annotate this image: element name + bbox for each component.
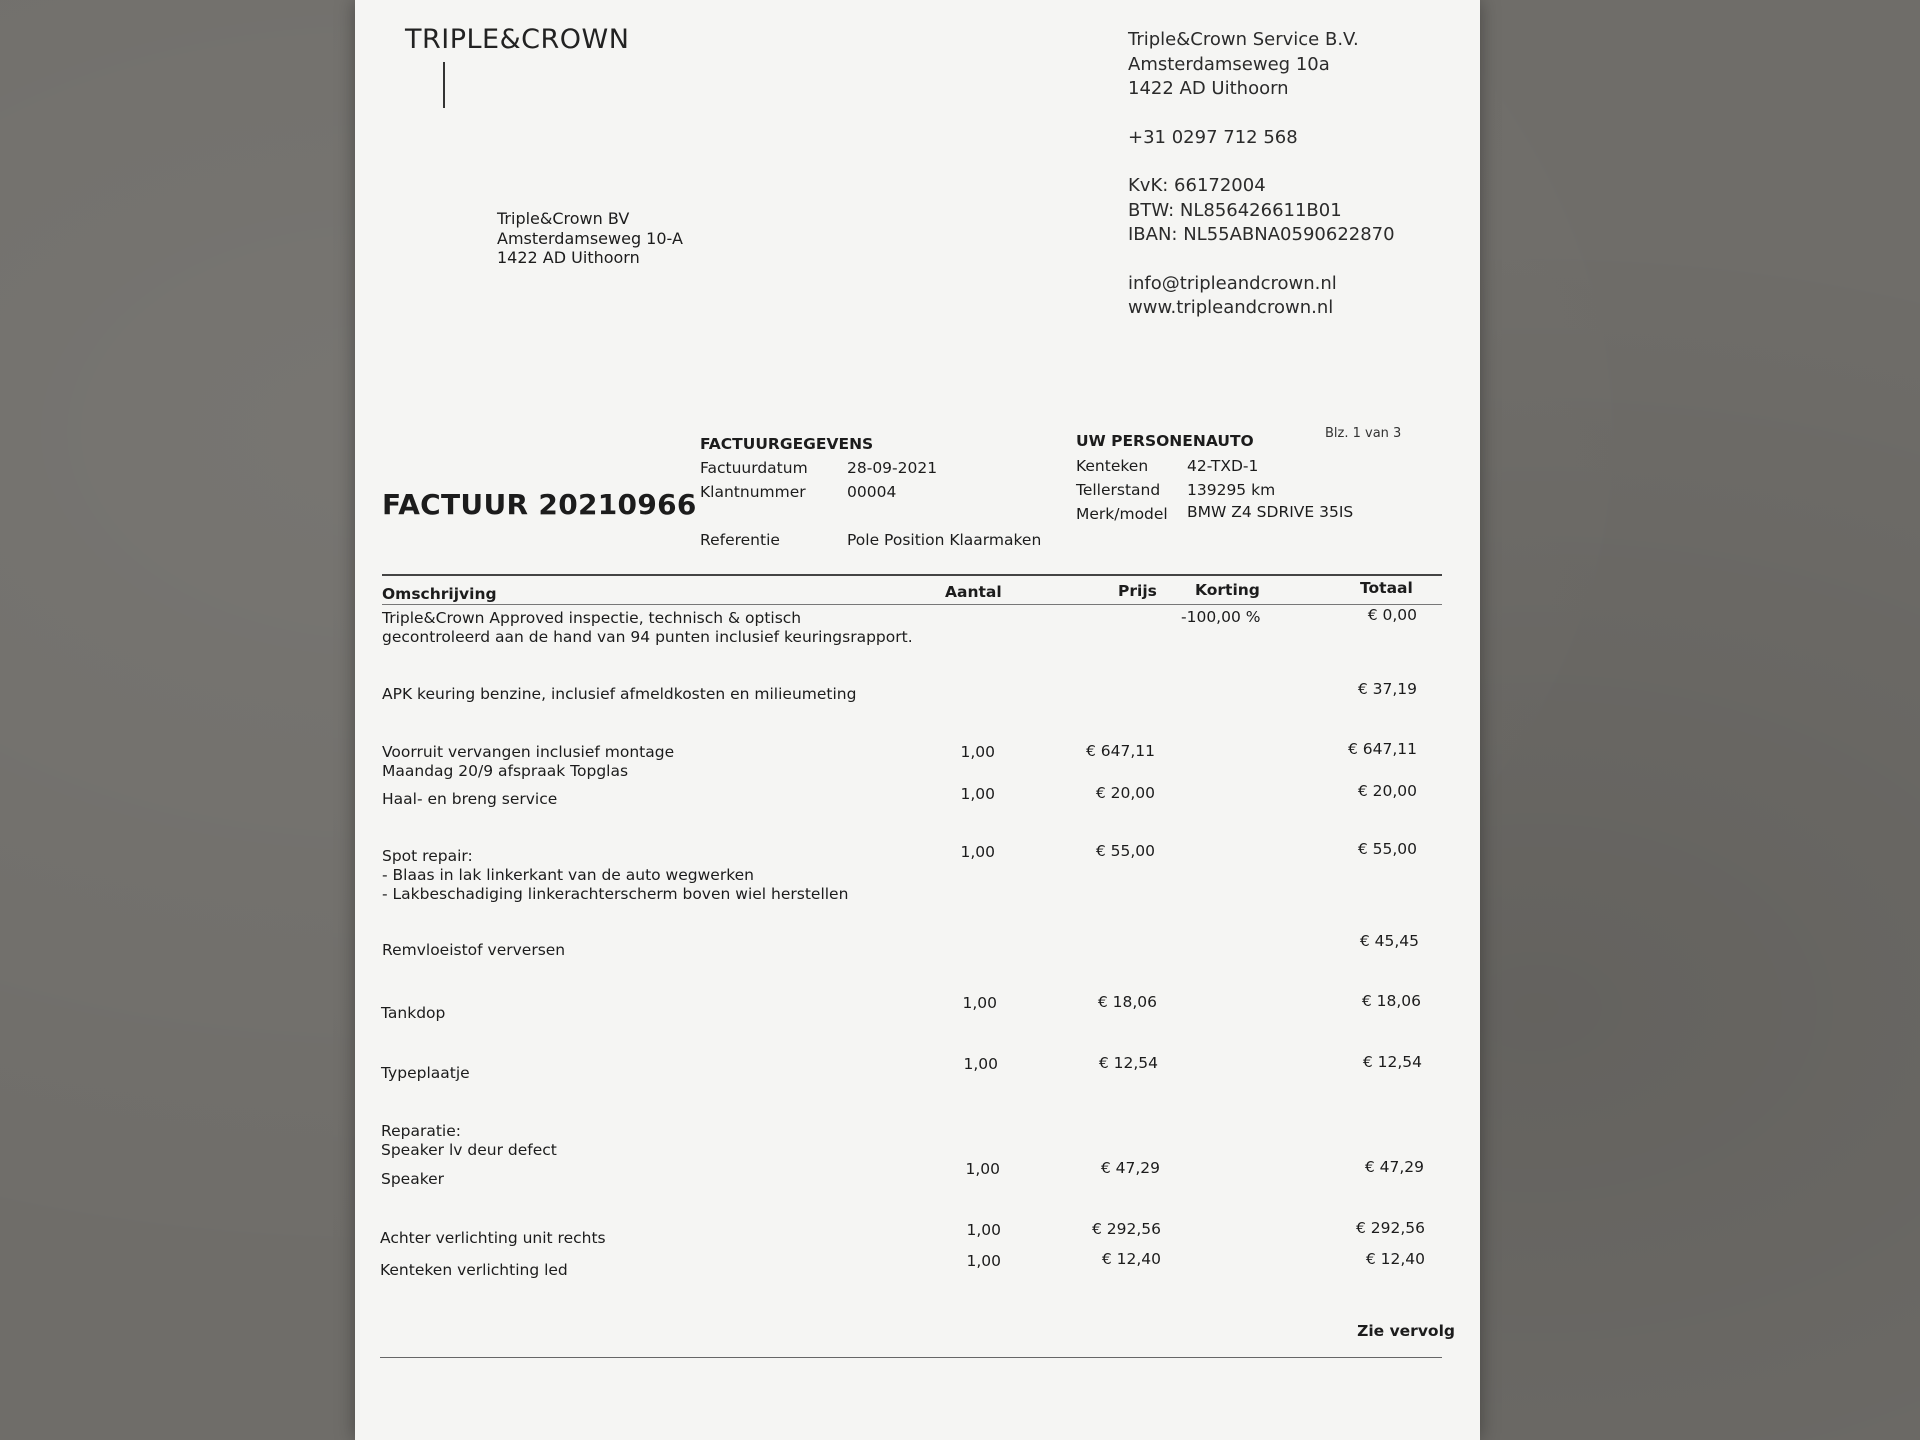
- table-row-price: € 292,56: [1091, 1220, 1161, 1238]
- table-row-total: € 12,40: [1365, 1250, 1425, 1268]
- table-row-description: APK keuring benzine, inclusief afmeldkosten en milieumeting: [382, 685, 857, 703]
- sender-address2: 1422 AD Uithoorn: [1128, 78, 1289, 99]
- table-row-description: Tankdop: [381, 1004, 446, 1022]
- table-row-total: € 647,11: [1347, 740, 1417, 758]
- table-row-quantity: 1,00: [960, 843, 995, 861]
- odometer-value: 139295 km: [1187, 481, 1276, 499]
- sender-email: info@tripleandcrown.nl: [1128, 272, 1337, 294]
- table-row-price: € 20,00: [1095, 784, 1155, 802]
- sender-name: Triple&Crown Service B.V.: [1128, 29, 1359, 50]
- sender-phone: +31 0297 712 568: [1128, 126, 1298, 148]
- table-row-total: € 20,00: [1357, 782, 1417, 800]
- odometer-label: Tellerstand: [1076, 481, 1161, 499]
- sender-kvk: KvK: 66172004: [1128, 175, 1266, 196]
- recipient-address2: 1422 AD Uithoorn: [497, 248, 640, 267]
- page-indicator: Blz. 1 van 3: [1325, 426, 1402, 441]
- reference-label: Referentie: [700, 531, 780, 549]
- table-row-price: € 12,54: [1098, 1054, 1158, 1072]
- table-header-rule: [382, 604, 1442, 605]
- col-price: Prijs: [1118, 582, 1157, 600]
- table-row-price: € 647,11: [1085, 742, 1155, 760]
- plate-value: 42-TXD-1: [1187, 457, 1259, 475]
- table-row-quantity: 1,00: [966, 1252, 1001, 1270]
- table-row-total: € 0,00: [1367, 606, 1417, 624]
- sender-btw: BTW: NL856426611B01: [1128, 199, 1342, 221]
- table-row-total: € 47,29: [1364, 1158, 1424, 1176]
- table-row-quantity: 1,00: [960, 785, 995, 803]
- recipient-address1: Amsterdamseweg 10-A: [497, 228, 683, 248]
- sender-address: [1128, 28, 1395, 321]
- table-row-price: € 55,00: [1095, 842, 1155, 860]
- table-row-quantity: 1,00: [963, 1055, 998, 1073]
- continued-note: Zie vervolg: [1357, 1322, 1455, 1340]
- table-row-price: € 12,40: [1101, 1250, 1161, 1268]
- table-row-total: € 45,45: [1359, 932, 1419, 950]
- table-row-total: € 37,19: [1357, 680, 1417, 698]
- footer-rule: [380, 1357, 1442, 1358]
- plate-label: Kenteken: [1076, 457, 1149, 475]
- invoice-paper: [355, 0, 1480, 1440]
- table-row-quantity: 1,00: [962, 994, 997, 1012]
- sender-iban: IBAN: NL55ABNA0590622870: [1128, 224, 1395, 245]
- col-description: Omschrijving: [382, 585, 497, 603]
- model-label: Merk/model: [1076, 505, 1168, 523]
- vehicle-heading: UW PERSONENAUTO: [1076, 432, 1254, 450]
- client-number-value: 00004: [847, 483, 897, 501]
- table-row-description: Speaker: [381, 1170, 445, 1188]
- table-row-total: € 18,06: [1361, 992, 1421, 1010]
- col-quantity: Aantal: [945, 583, 1002, 601]
- table-row-total: € 55,00: [1357, 840, 1417, 858]
- sender-address1: Amsterdamseweg 10a: [1128, 53, 1330, 75]
- client-number-label: Klantnummer: [700, 483, 806, 501]
- invoice-date-label: Factuurdatum: [700, 459, 808, 477]
- table-row-total: € 292,56: [1355, 1219, 1425, 1237]
- recipient-address: [497, 209, 683, 268]
- table-row-price: € 47,29: [1100, 1159, 1160, 1177]
- table-row-description: Achter verlichting unit rechts: [380, 1229, 606, 1247]
- table-row-description: Remvloeistof verversen: [382, 941, 566, 959]
- invoice-title: FACTUUR 20210966: [382, 488, 697, 521]
- table-row-description: Triple&Crown Approved inspectie, technisch & optisch gecontroleerd aan de hand van 94 punten inclusief keuringsrapport.: [382, 609, 913, 646]
- col-discount: Korting: [1195, 581, 1260, 599]
- table-row-quantity: 1,00: [965, 1160, 1000, 1178]
- table-row-description: Spot repair: - Blaas in lak linkerkant van de auto wegwerken - Lakbeschadiging linkerachterscherm boven wiel herstellen: [382, 847, 849, 903]
- table-row-description: Reparatie: Speaker lv deur defect: [381, 1122, 557, 1159]
- table-row-discount: -100,00 %: [1181, 608, 1261, 626]
- table-top-rule: [382, 574, 1442, 576]
- model-value: BMW Z4 SDRIVE 35IS: [1187, 503, 1354, 521]
- sender-website: www.tripleandcrown.nl: [1128, 297, 1334, 318]
- table-row-price: € 18,06: [1097, 993, 1157, 1011]
- table-row-quantity: 1,00: [966, 1221, 1001, 1239]
- table-row-description: Kenteken verlichting led: [380, 1261, 568, 1279]
- logo-mark: [443, 62, 445, 108]
- company-logo: TRIPLE&CROWN: [405, 24, 630, 55]
- invoice-details-heading: FACTUURGEGEVENS: [700, 435, 874, 453]
- recipient-name: Triple&Crown BV: [497, 209, 630, 228]
- table-row-description: Voorruit vervangen inclusief montage Maandag 20/9 afspraak Topglas: [382, 743, 675, 780]
- table-row-total: € 12,54: [1362, 1053, 1422, 1071]
- col-total: Totaal: [1360, 579, 1413, 597]
- invoice-date-value: 28-09-2021: [847, 459, 938, 477]
- reference-value: Pole Position Klaarmaken: [847, 531, 1042, 549]
- table-row-description: Haal- en breng service: [382, 790, 558, 808]
- table-row-description: Typeplaatje: [381, 1064, 470, 1082]
- table-row-quantity: 1,00: [960, 743, 995, 761]
